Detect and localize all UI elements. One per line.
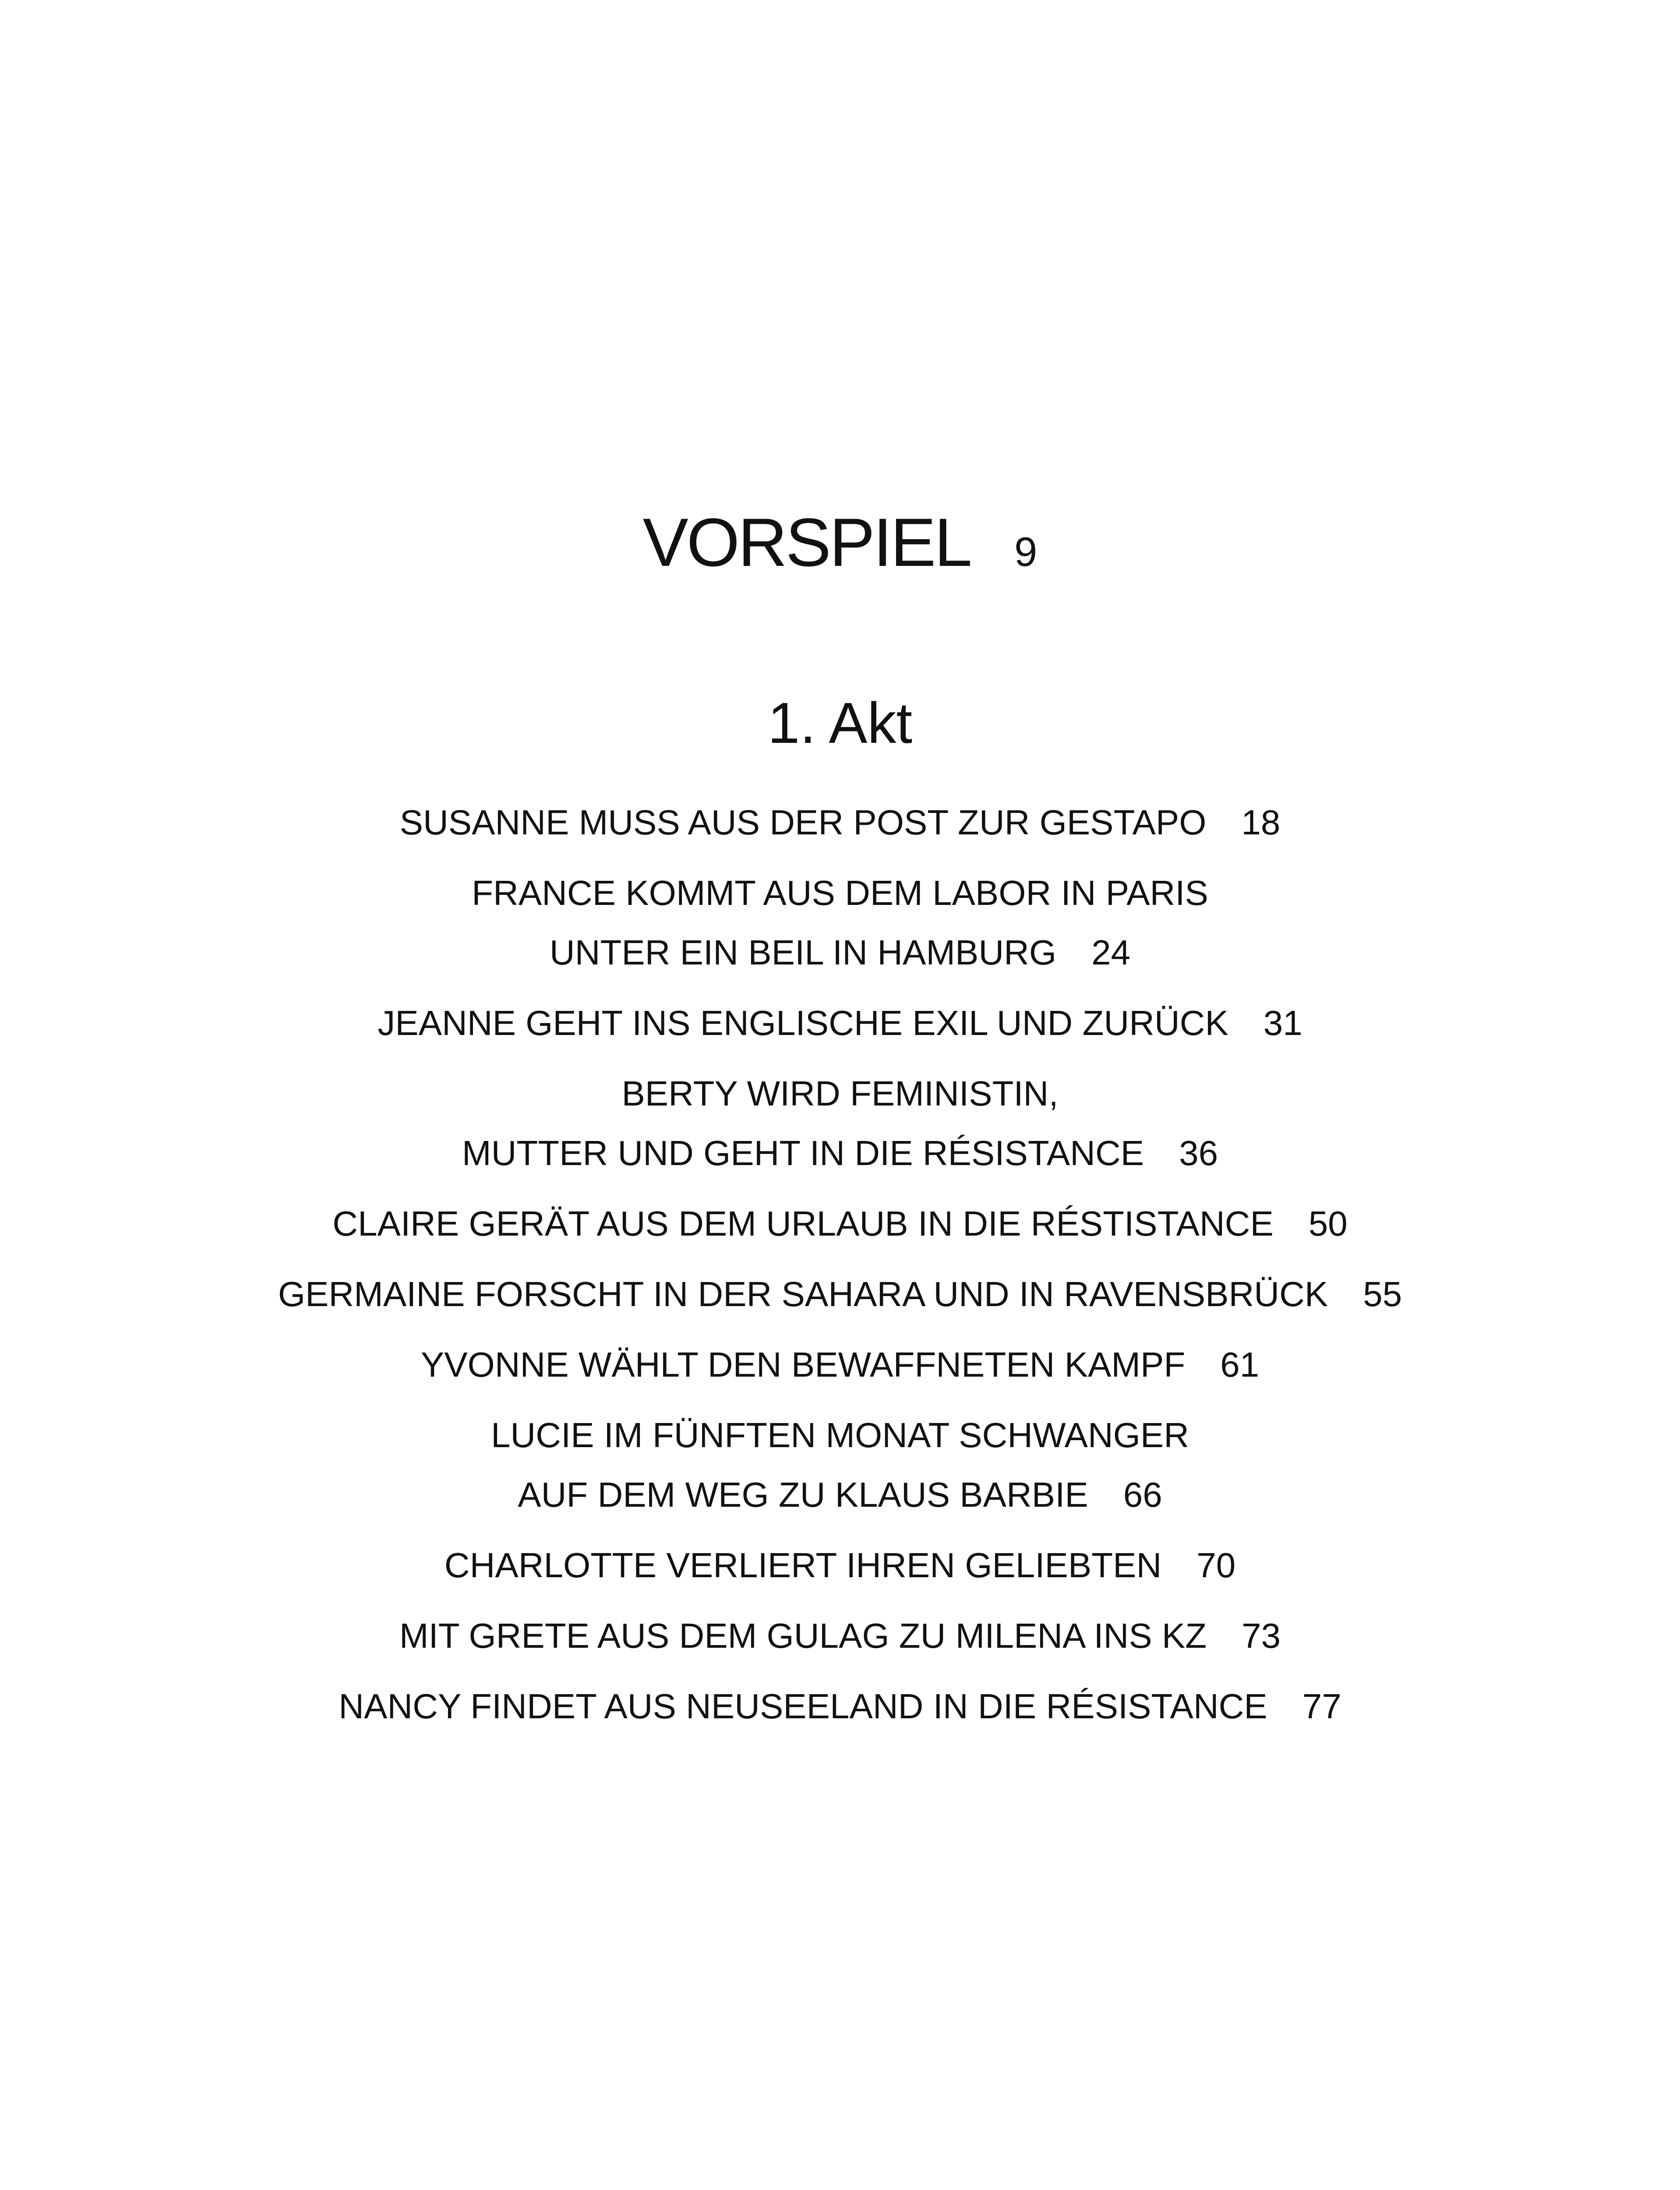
toc-page-number: 36	[1179, 1134, 1218, 1173]
toc-entry-line	[0, 1265, 1680, 1324]
toc-entry-line	[0, 1536, 1680, 1595]
toc-entry-line	[0, 793, 1680, 852]
toc-entry-line	[0, 1335, 1680, 1395]
toc-entry-text: CHARLOTTE VERLIERT IHREN GELIEBTEN	[444, 1546, 1162, 1585]
toc-page-number: 18	[1241, 803, 1281, 842]
toc-entry-text: LUCIE IM FÜNFTEN MONAT SCHWANGER	[491, 1416, 1189, 1455]
toc-entry	[0, 1064, 1680, 1183]
prelude-title: VORSPIEL	[642, 505, 971, 581]
toc-entry-text: CLAIRE GERÄT AUS DEM URLAUB IN DIE RÉSTISTANCE	[332, 1204, 1274, 1243]
toc-entry	[0, 1265, 1680, 1324]
toc-entry-line	[0, 863, 1680, 923]
toc-entry-text: NANCY FINDET AUS NEUSEELAND IN DIE RÉSISTANCE	[339, 1687, 1267, 1726]
toc-entry-text: MIT GRETE AUS DEM GULAG ZU MILENA INS KZ	[399, 1616, 1207, 1655]
toc-entry	[0, 863, 1680, 982]
toc-entry-text: YVONNE WÄHLT DEN BEWAFFNETEN KAMPF	[420, 1345, 1186, 1384]
act-heading: 1. Akt	[767, 691, 913, 755]
toc-entry-line	[0, 1606, 1680, 1666]
toc-entry-line	[0, 1406, 1680, 1465]
toc-entry-line	[0, 1194, 1680, 1254]
toc-entry	[0, 1536, 1680, 1595]
toc-page-number: 61	[1220, 1345, 1260, 1384]
toc-entry	[0, 1335, 1680, 1395]
toc-page-number: 70	[1196, 1546, 1236, 1585]
toc-entry-text: FRANCE KOMMT AUS DEM LABOR IN PARIS	[472, 873, 1208, 912]
toc-entry-line	[0, 993, 1680, 1053]
toc-page-number: 73	[1242, 1616, 1281, 1655]
toc-page-number: 24	[1091, 933, 1131, 972]
toc-entry-text: GERMAINE FORSCHT IN DER SAHARA UND IN RAVENSBRÜCK	[278, 1275, 1328, 1314]
toc-entry	[0, 793, 1680, 852]
toc-entry-text: MUTTER UND GEHT IN DIE RÉSISTANCE	[462, 1134, 1144, 1173]
prelude-entry	[0, 504, 1680, 582]
toc-entry-line	[0, 1677, 1680, 1736]
toc-page-number: 66	[1123, 1475, 1162, 1514]
toc-entry-text: JEANNE GEHT INS ENGLISCHE EXIL UND ZURÜCK	[378, 1003, 1228, 1042]
toc-page-number: 55	[1363, 1275, 1402, 1314]
toc-page-number: 50	[1308, 1204, 1348, 1243]
toc-entry	[0, 993, 1680, 1053]
toc-entry	[0, 1606, 1680, 1666]
toc-entry-line	[0, 1064, 1680, 1123]
toc-entry	[0, 1194, 1680, 1254]
toc-page-number: 77	[1302, 1687, 1341, 1726]
toc-entry-line	[0, 1465, 1680, 1525]
prelude-page-number: 9	[1014, 529, 1038, 575]
table-of-contents	[0, 793, 1680, 1747]
toc-entry	[0, 1677, 1680, 1736]
toc-page-number: 31	[1263, 1003, 1302, 1042]
toc-entry-text: BERTY WIRD FEMINISTIN,	[621, 1074, 1059, 1113]
toc-entry-line	[0, 1123, 1680, 1183]
toc-entry-text: UNTER EIN BEIL IN HAMBURG	[549, 933, 1057, 972]
toc-entry-text: SUSANNE MUSS AUS DER POST ZUR GESTAPO	[399, 803, 1207, 842]
toc-entry-line	[0, 923, 1680, 982]
toc-entry	[0, 1406, 1680, 1525]
toc-entry-text: AUF DEM WEG ZU KLAUS BARBIE	[518, 1475, 1088, 1514]
